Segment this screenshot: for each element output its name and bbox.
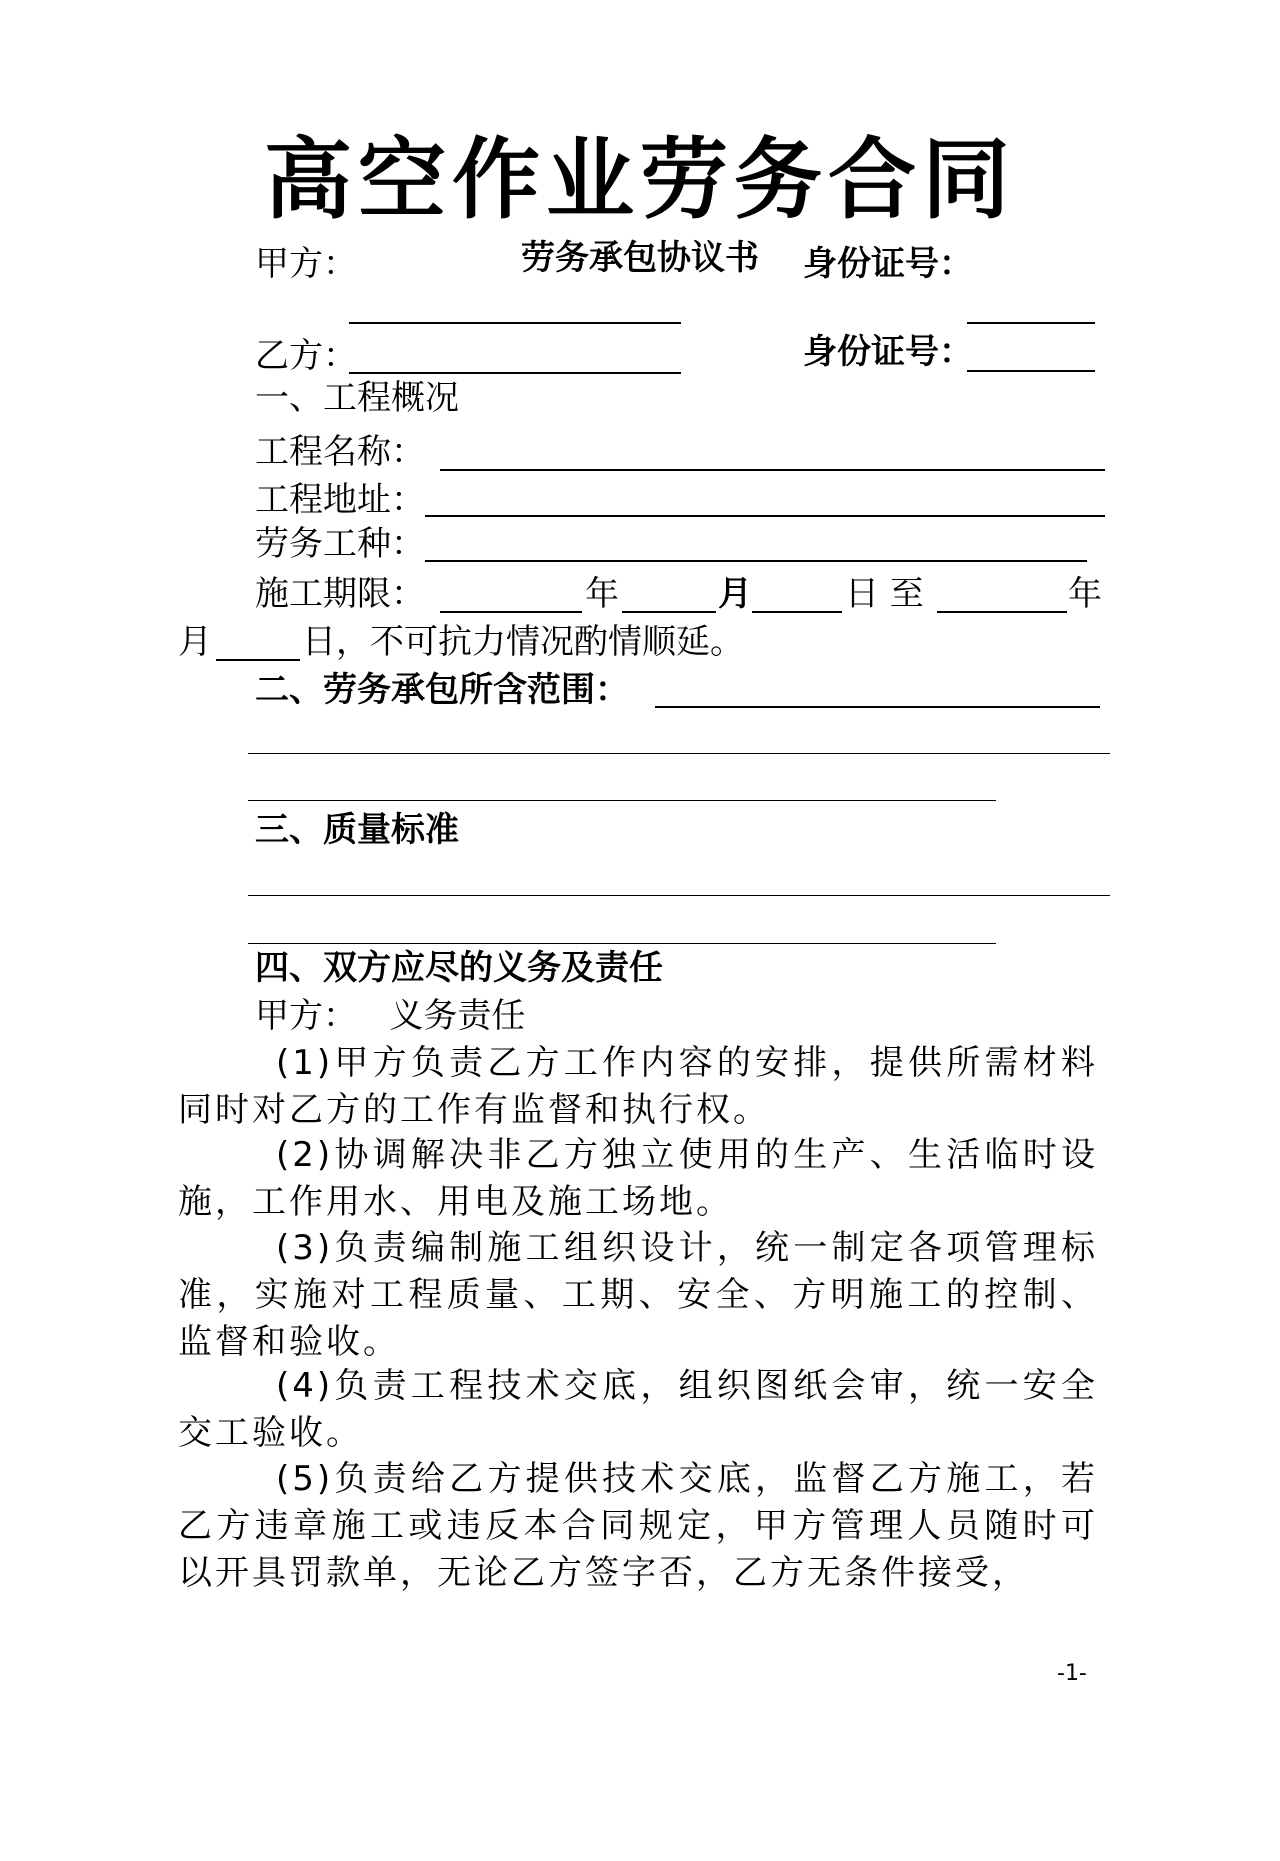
party-a-duties-heading: 甲方： 义务责任 (255, 996, 526, 1036)
period-continuation: 日，不可抗力情况酌情顺延。 (302, 622, 744, 662)
period-label: 施工期限： (255, 574, 425, 614)
party-b-id-blank[interactable] (967, 370, 1095, 372)
period-year1: 年 (585, 574, 619, 614)
clause-1: (1)甲方负责乙方工作内容的安排，提供所需材料同时对乙方的工作有监督和执行权。 (178, 1043, 1098, 1130)
clause-5: (5)负责给乙方提供技术交底，监督乙方施工，若乙方违章施工或违反本合同规定，甲方管理人员随时可以开具罚款单，无论乙方签字否，乙方无条件接受， (178, 1459, 1098, 1593)
party-b-id-label: 身份证号： (803, 332, 973, 372)
document-subtitle: 劳务承包协议书 (521, 238, 759, 278)
project-name-label: 工程名称： (255, 432, 425, 472)
period-end-month-blank[interactable] (216, 659, 300, 661)
party-a-blank[interactable] (349, 322, 681, 324)
scope-line-2[interactable] (248, 800, 996, 801)
section3-heading: 三、质量标准 (255, 810, 459, 850)
labor-type-blank[interactable] (425, 560, 1087, 562)
period-end-year-blank[interactable] (937, 611, 1067, 613)
clause-4: (4)负责工程技术交底，组织图纸会审，统一安全交工验收。 (178, 1366, 1098, 1453)
labor-type-label: 劳务工种： (255, 524, 425, 564)
scope-line-1[interactable] (248, 753, 1110, 754)
clause-3: (3)负责编制施工组织设计，统一制定各项管理标准，实施对工程质量、工期、安全、方明施工的控制、监督和验收。 (178, 1228, 1098, 1362)
party-a-label: 甲方： (255, 244, 357, 284)
period-day1: 日 至 (845, 574, 924, 614)
clause-2: (2)协调解决非乙方独立使用的生产、生活临时设施，工作用水、用电及施工场地。 (178, 1135, 1098, 1222)
project-address-label: 工程地址： (255, 480, 425, 520)
period-start-day-blank[interactable] (752, 611, 842, 613)
period-year2: 年 (1068, 574, 1102, 614)
period-start-year-blank[interactable] (440, 611, 582, 613)
party-b-label: 乙方： (255, 336, 357, 376)
party-a-id-label: 身份证号： (803, 244, 973, 284)
quality-line-2[interactable] (248, 943, 996, 944)
period-month2: 月 (178, 622, 212, 662)
document-title: 高空作业劳务合同 (263, 128, 1016, 231)
quality-line-1[interactable] (248, 895, 1110, 896)
party-b-blank[interactable] (349, 372, 681, 374)
project-address-blank[interactable] (425, 515, 1105, 517)
scope-blank[interactable] (655, 706, 1100, 708)
section1-heading: 一、工程概况 (255, 378, 459, 418)
party-a-id-blank[interactable] (967, 322, 1095, 324)
period-month1: 月 (718, 574, 752, 614)
section4-heading: 四、双方应尽的义务及责任 (255, 948, 663, 988)
section2-heading: 二、劳务承包所含范围： (255, 670, 629, 710)
period-start-month-blank[interactable] (622, 611, 716, 613)
project-name-blank[interactable] (440, 469, 1105, 471)
page-number: -1- (1057, 1661, 1087, 1686)
